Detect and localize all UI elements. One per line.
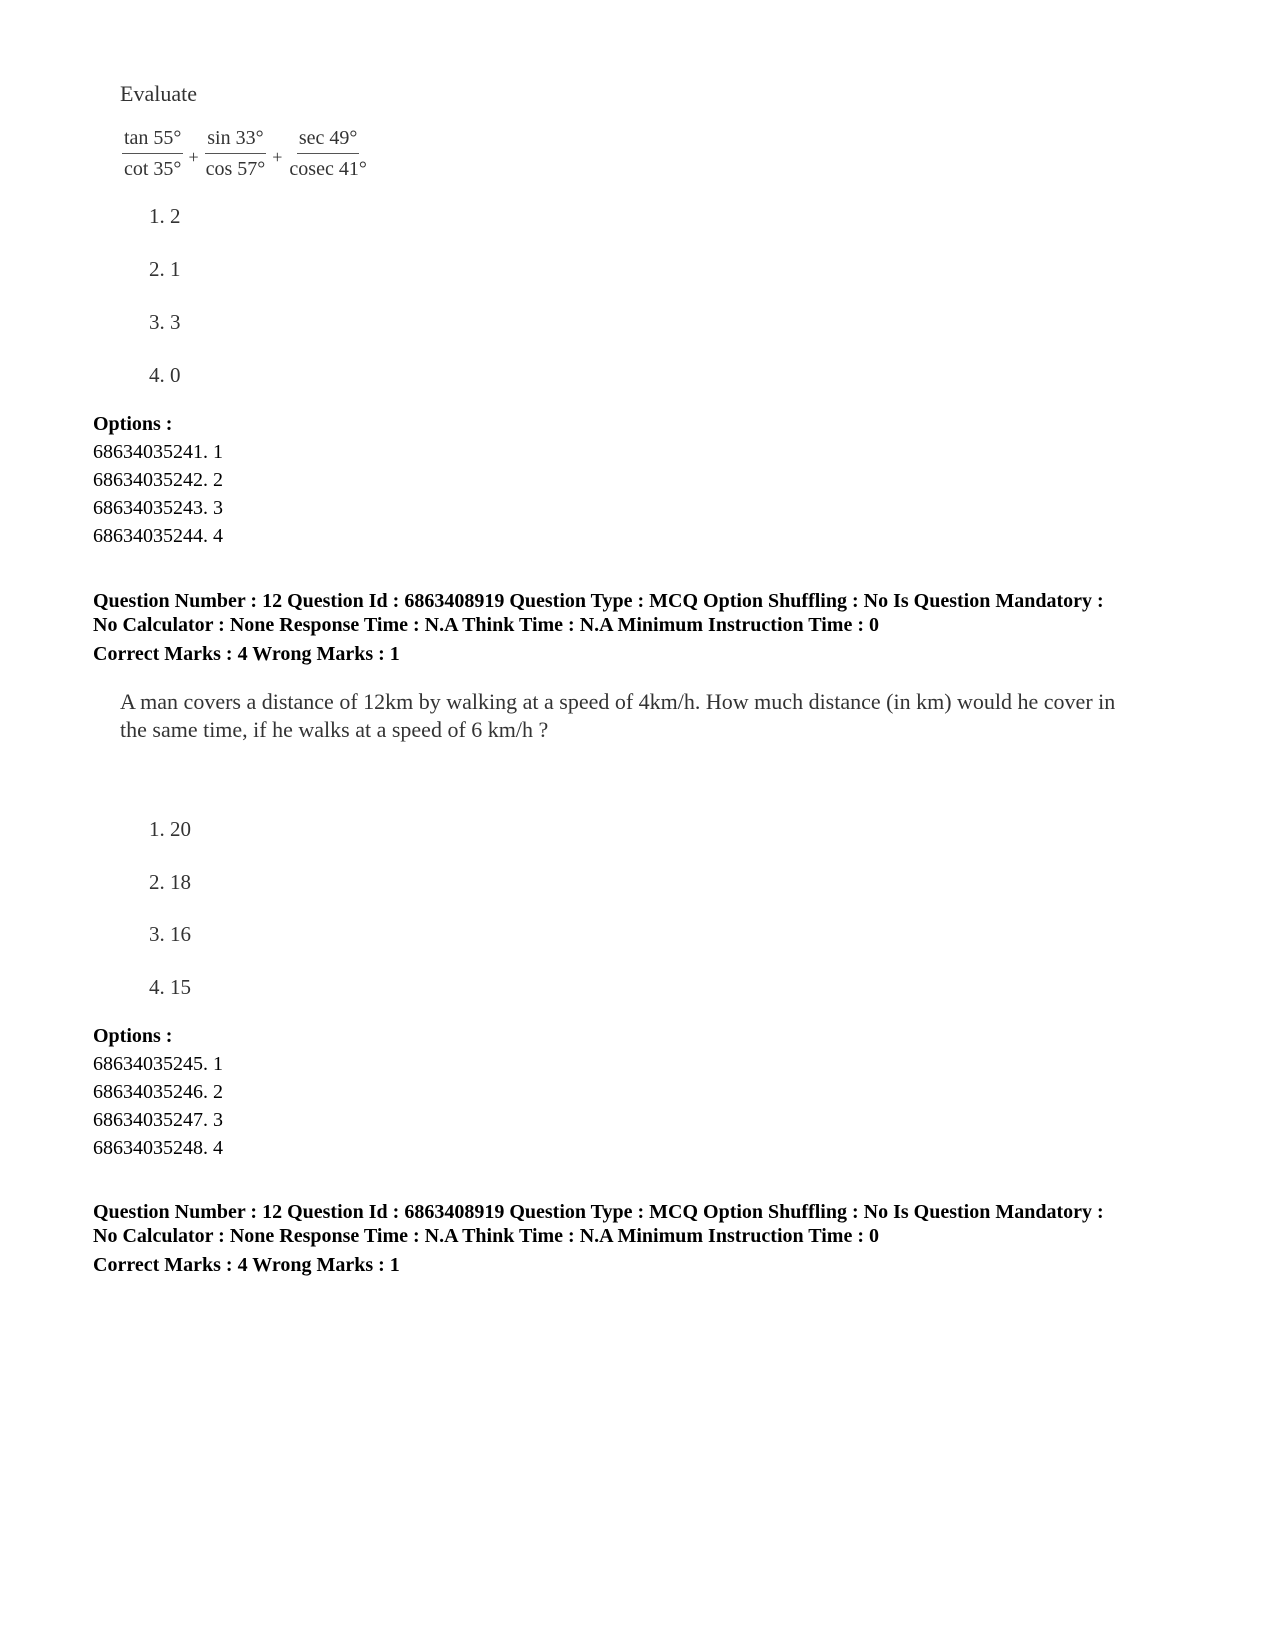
option-id: 68634035244. 4 (93, 525, 223, 547)
option-id: 68634035247. 3 (93, 1109, 223, 1131)
answer-choice: 2. 1 (149, 257, 181, 281)
answer-choice: 3. 3 (149, 310, 181, 334)
question-meta (93, 589, 1203, 666)
option-id: 68634035245. 1 (93, 1053, 223, 1075)
question-prompt: Evaluate (120, 81, 197, 106)
fraction-term-1 (120, 126, 185, 181)
answer-choice: 4. 15 (149, 975, 191, 999)
denominator: cosec 41° (289, 158, 367, 180)
option-id: 68634035246. 2 (93, 1081, 223, 1103)
question-meta-line-2: No Calculator : None Response Time : N.A Think Time : N.A Minimum Instruction Time : 0 (93, 1225, 879, 1247)
answer-choice: 3. 16 (149, 922, 191, 946)
answer-choice: 4. 0 (149, 363, 181, 387)
denominator: cos 57° (205, 158, 266, 180)
numerator: tan 55° (122, 126, 183, 154)
question-meta-line-1: Question Number : 12 Question Id : 6863408919 Question Type : MCQ Option Shuffling : No Is Question Mandatory : (93, 1201, 1104, 1223)
question-marks: Correct Marks : 4 Wrong Marks : 1 (93, 643, 400, 665)
fraction-term-2 (202, 126, 270, 181)
fraction-term-3 (285, 126, 370, 181)
numerator: sin 33° (205, 126, 265, 154)
question-meta-line-2: No Calculator : None Response Time : N.A Think Time : N.A Minimum Instruction Time : 0 (93, 614, 879, 636)
numerator: sec 49° (297, 126, 360, 154)
option-id: 68634035241. 1 (93, 441, 223, 463)
trig-expression (120, 126, 371, 181)
answer-choice: 1. 2 (149, 204, 181, 228)
answer-choice: 1. 20 (149, 817, 191, 841)
answer-choice: 2. 18 (149, 870, 191, 894)
option-id: 68634035243. 3 (93, 497, 223, 519)
option-id: 68634035248. 4 (93, 1137, 223, 1159)
question-marks: Correct Marks : 4 Wrong Marks : 1 (93, 1254, 400, 1276)
plus-operator: + (188, 147, 199, 167)
options-heading: Options : (93, 413, 173, 435)
denominator: cot 35° (124, 158, 182, 180)
plus-operator: + (272, 147, 283, 167)
option-id: 68634035242. 2 (93, 469, 223, 491)
question-meta-line-1: Question Number : 12 Question Id : 6863408919 Question Type : MCQ Option Shuffling : No Is Question Mandatory : (93, 590, 1104, 612)
options-heading: Options : (93, 1025, 173, 1047)
question-meta (93, 1200, 1203, 1277)
question-text: A man covers a distance of 12km by walking at a speed of 4km/h. How much distance (in km) would he cover in the same time, if he walks at a speed of 6 km/h ? (120, 689, 1116, 742)
